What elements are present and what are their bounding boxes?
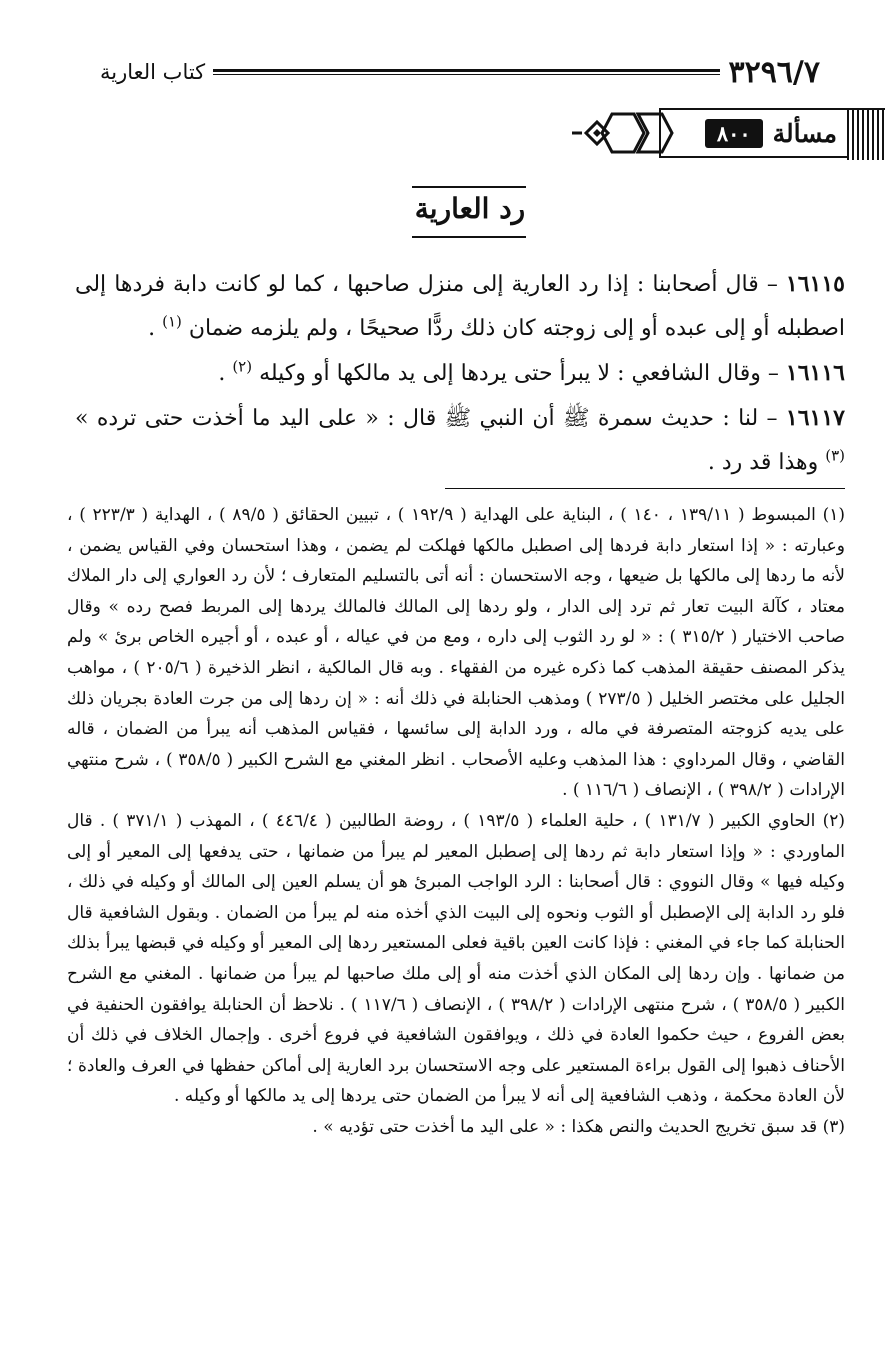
paragraph-number: ١٦١١٧ (785, 405, 845, 431)
masala-box (659, 108, 885, 158)
header-rule (213, 69, 720, 75)
masala-label: مسألة (772, 118, 837, 148)
paragraph-number: ١٦١١٥ (785, 271, 845, 297)
book-title: كتاب العارية (100, 60, 206, 84)
title-rule-bottom (412, 236, 526, 238)
main-text (75, 262, 845, 485)
paragraph-end: وهذا قد رد . (707, 450, 826, 475)
footnote-ref: (٢) (232, 357, 253, 376)
footnote: (١) المبسوط ( ١٣٩/١١ ، ١٤٠ ) ، البناية على الهداية ( ١٩٢/٩ ) ، تبيين الحقائق ( ٨٩/٥ ) ، الهداية ( ٢٢٣/٣ ) ، وعبارته : « إذا استعار دابة فردها إلى اصطبل مالكها فهلكت لم يضمن ، وهذا استحسان وفي القياس يضمن ، لأنه ما ردها إلى مالكها بل ضيعها ، وجه الاستحسان : أنه أتى بالتسليم المتعارف ؛ لأن رد العواري إلى دار الملاك معتاد ، كآلة البيت تعار ثم ترد إلى الدار ، ولو ردها إلى المالك فالمالك يردها إلى المربط فصح رده » وقال صاحب الاختيار ( ٣١٥/٢ ) : « لو رد الثوب إلى داره ، ومع من في عياله ، أو عبده ، أو أجيره الخاص برئ » ولم يذكر المصنف حقيقة المذهب كما ذكره غيره من الفقهاء . وبه قال المالكية ، انظر الذخيرة ( ٢٠٥/٦ ) ، مواهب الجليل على مختصر الخليل ( ٢٧٣/٥ ) ومذهب الحنابلة في ذلك أنه : « إن ردها إلى من جرت العادة بجريان ذلك على يديه كزوجته المتصرفة في ماله ، ورد الدابة إلى سائسها ، فقياس المذهب أنه يبرأ من الضمان ، قاله القاضي ، وقال المرداوي : هذا المذهب وعليه الأصحاب . انظر المغني مع الشرح الكبير ( ٣٥٨/٥ ) ، شرح منتهي الإرادات ( ٣٩٨/٢ ) ، الإنصاف ( ١١٦/٦ ) . (67, 505, 845, 801)
masala-banner (572, 108, 885, 158)
footnotes (67, 500, 845, 1142)
running-header (100, 48, 820, 96)
paragraph-text: – قال أصحابنا : إذا رد العارية إلى منزل صاحبها ، كما لو كانت دابة فردها إلى اصطبله أو إلى عبده أو إلى زوجته كان ذلك ردًّا صحيحًا ، ولم يلزمه ضمان (75, 272, 845, 341)
paragraph-end: . (148, 316, 163, 341)
paragraph-number: ١٦١١٦ (785, 360, 845, 386)
footnote: (٢) الحاوي الكبير ( ١٣١/٧ ) ، حلية العلماء ( ١٩٣/٥ ) ، روضة الطالبين ( ٤٤٦/٤ ) ، المهذب ( ٣٧١/١ ) . قال الماوردي : « وإذا استعار دابة ثم ردها إلى إصطبل المعير لم يبرأ من ضمانها ، حتى يدفعها إلى المعير أو إلى وكيله فيها » وقال النووي : قال أصحابنا : الرد الواجب المبرئ هو أن يسلم العين إلى المالك أو وكيله في ذلك ، فلو رد الدابة إلى الإصطبل أو الثوب ونحوه إلى البيت الذي أخذه منه لم يبرأ من الضمان . وبقول الشافعية قال الحنابلة كما جاء في المغني : فإذا كانت العين باقية فعلى المستعير ردها إلى المعير أو وكيله في قبضها يبرأ بذلك من ضمانها . وإن ردها إلى المكان الذي أخذت منه أو إلى ملك صاحبها لم يبرأ من ضمانها . المغني مع الشرح الكبير ( ٣٥٨/٥ ) ، شرح منتهى الإرادات ( ٣٩٨/٢ ) ، الإنصاف ( ١١٧/٦ ) . نلاحظ أن الحنابلة يوافقون الحنفية في بعض الفروع ، حيث حكموا العادة في ذلك ، ويوافقون الشافعية في فروع أخرى . وإجمال الخلاف في ذلك أن الأحناف ذهبوا إلى القول براءة المستعير على وجه الاستحسان برد العارية إلى أماكن حفظها في العرف والعادة ؛ لأن العادة محكمة ، وذهب الشافعية إلى أنه لا يبرأ من الضمان حتى يردها إلى يد مالكها أو وكيله . (67, 810, 846, 1107)
paragraph (75, 396, 845, 485)
footnote: (٣) قد سبق تخريج الحديث والنص هكذا : « على اليد ما أخذت حتى تؤديه » . (312, 1116, 845, 1137)
paragraph-text: – لنا : حديث سمرة ﷺ أن النبي ﷺ قال : « على اليد ما أخذت حتى ترده » (75, 406, 786, 431)
page-number: ٣٢٩٦/٧ (728, 54, 820, 90)
section-title: رد العارية (414, 192, 526, 225)
paragraph-text: – وقال الشافعي : لا يبرأ حتى يردها إلى يد مالكها أو وكيله (252, 361, 786, 386)
title-rule-top (412, 186, 526, 188)
footnote-ref: (١) (162, 312, 182, 331)
stripes-decoration (847, 110, 885, 160)
ornament-icon (572, 108, 676, 158)
paragraph (75, 262, 845, 351)
footnote-ref: (٣) (825, 446, 845, 465)
paragraph (75, 351, 845, 396)
footnote-separator (445, 488, 845, 489)
masala-number: ٨٠٠ (705, 119, 763, 148)
paragraph-end: . (218, 361, 233, 386)
